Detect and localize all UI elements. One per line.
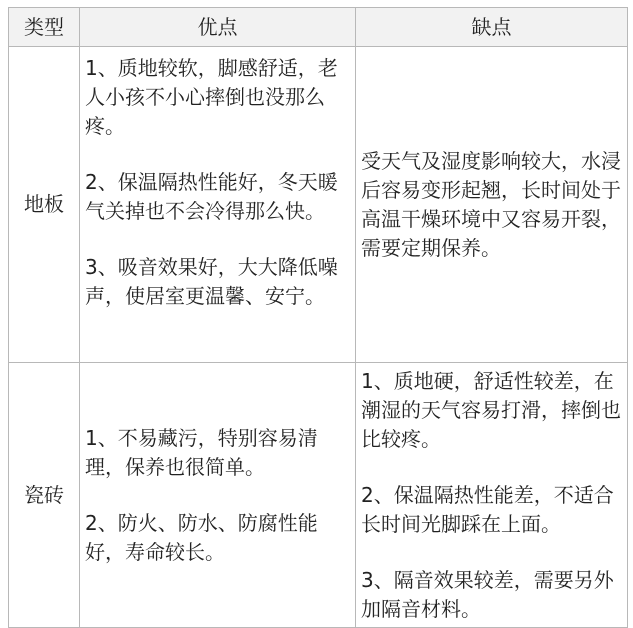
- pros-item: 1、质地较软，脚感舒适，老人小孩不小心摔倒也没那么疼。: [85, 56, 338, 138]
- pros-item: 1、不易藏污，特别容易清理，保养也很简单。: [85, 425, 318, 479]
- pros-cell-floor: [80, 47, 356, 363]
- table-row-floor: [9, 47, 628, 363]
- cons-cell-floor: [356, 47, 628, 363]
- cons-item: 2、保温隔热性能差，不适合长时间光脚踩在上面。: [361, 483, 614, 536]
- pros-item: 3、吸音效果好，大大降低噪声，使居室更温馨、安宁。: [85, 255, 338, 308]
- header-cons: 缺点: [356, 8, 628, 47]
- pros-cell-tile: [80, 363, 356, 628]
- cons-item: 受天气及湿度影响较大，水浸后容易变形起翘，长时间处于高温干燥环境中又容易开裂，需要定期保养。: [361, 148, 621, 260]
- table-row-tile: [9, 363, 628, 628]
- comparison-table: [8, 7, 628, 628]
- cons-cell-tile: [356, 363, 628, 628]
- pros-item: 2、保温隔热性能好，冬天暖气关掉也不会冷得那么快。: [85, 170, 338, 223]
- type-cell-floor: 地板: [9, 47, 80, 363]
- pros-item: 2、防火、防水、防腐性能好，寿命较长。: [85, 510, 318, 564]
- cons-item: 3、隔音效果较差，需要另外加隔音材料。: [361, 568, 614, 621]
- header-type: 类型: [9, 8, 80, 47]
- header-pros: 优点: [80, 8, 356, 47]
- header-row: [9, 8, 628, 47]
- type-cell-tile: 瓷砖: [9, 363, 80, 628]
- cons-item: 1、质地硬，舒适性较差，在潮湿的天气容易打滑，摔倒也比较疼。: [361, 369, 621, 451]
